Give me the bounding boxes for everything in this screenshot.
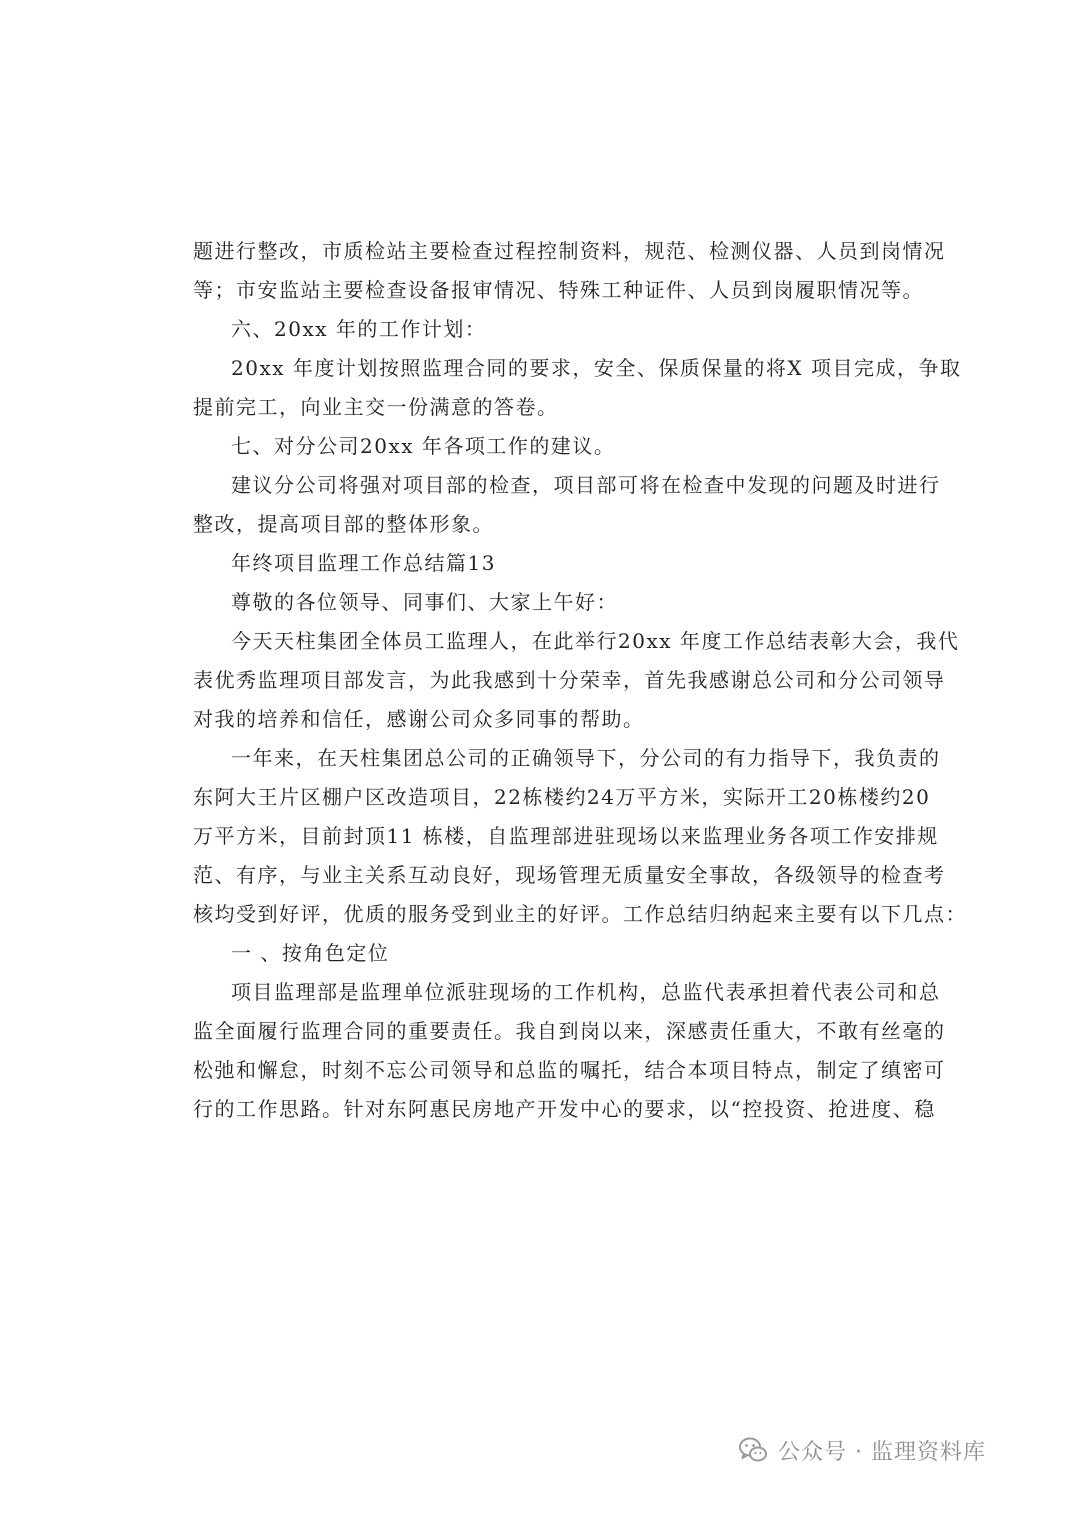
wechat-icon (738, 1435, 768, 1465)
paragraph-line: 监全面履行监理合同的重要责任。我自到岗以来，深感责任重大，不敢有丝毫的 (193, 1019, 946, 1043)
paragraph-line: 20xx 年度计划按照监理合同的要求，安全、保质保量的将X 项目完成，争取 (231, 356, 962, 380)
watermark-text: 公众号 · 监理资料库 (778, 1439, 986, 1465)
paragraph-line: 范、有序，与业主关系互动良好，现场管理无质量安全事故，各级领导的检查考 (193, 863, 946, 887)
paragraph-line: 今天天柱集团全体员工监理人，在此举行20xx 年度工作总结表彰大会，我代 (231, 629, 960, 653)
watermark (738, 1430, 986, 1470)
article-title: 年终项目监理工作总结篇13 (231, 551, 496, 575)
paragraph-line: 提前完工，向业主交一份满意的答卷。 (193, 395, 559, 419)
paragraph-line: 题进行整改，市质检站主要检查过程控制资料，规范、检测仪器、人员到岗情况 (193, 239, 946, 263)
paragraph-line: 对我的培养和信任，感谢公司众多同事的帮助。 (193, 707, 645, 731)
paragraph-line: 万平方米，目前封顶11 栋楼，自监理部进驻现场以来监理业务各项工作安排规 (193, 824, 939, 848)
paragraph-line: 建议分公司将强对项目部的检查，项目部可将在检查中发现的问题及时进行 (231, 473, 941, 497)
paragraph-line: 等；市安监站主要检查设备报审情况、特殊工种证件、人员到岗履职情况等。 (193, 278, 924, 302)
paragraph-line: 项目监理部是监理单位派驻现场的工作机构，总监代表承担着代表公司和总 (231, 980, 941, 1004)
section-heading: 六、20xx 年的工作计划： (231, 317, 487, 341)
paragraph-line: 一年来，在天柱集团总公司的正确领导下，分公司的有力指导下，我负责的 (231, 746, 941, 770)
paragraph-line: 核均受到好评，优质的服务受到业主的好评。工作总结归纳起来主要有以下几点： (193, 902, 967, 926)
document-body (193, 232, 967, 1129)
section-heading: 七、对分公司20xx 年各项工作的建议。 (231, 434, 616, 458)
paragraph-line: 松弛和懈怠，时刻不忘公司领导和总监的嘱托，结合本项目特点，制定了缜密可 (193, 1058, 946, 1082)
paragraph-line: 表优秀监理项目部发言，为此我感到十分荣幸，首先我感谢总公司和分公司领导 (193, 668, 946, 692)
paragraph-line: 整改，提高项目部的整体形象。 (193, 512, 494, 536)
paragraph-line: 东阿大王片区棚户区改造项目，22栋楼约24万平方米，实际开工20栋楼约20 (193, 785, 931, 809)
paragraph-line: 行的工作思路。针对东阿惠民房地产开发中心的要求，以“控投资、抢进度、稳 (193, 1097, 936, 1121)
section-heading: 一 、按角色定位 (231, 941, 390, 965)
salutation: 尊敬的各位领导、同事们、大家上午好： (231, 590, 618, 614)
